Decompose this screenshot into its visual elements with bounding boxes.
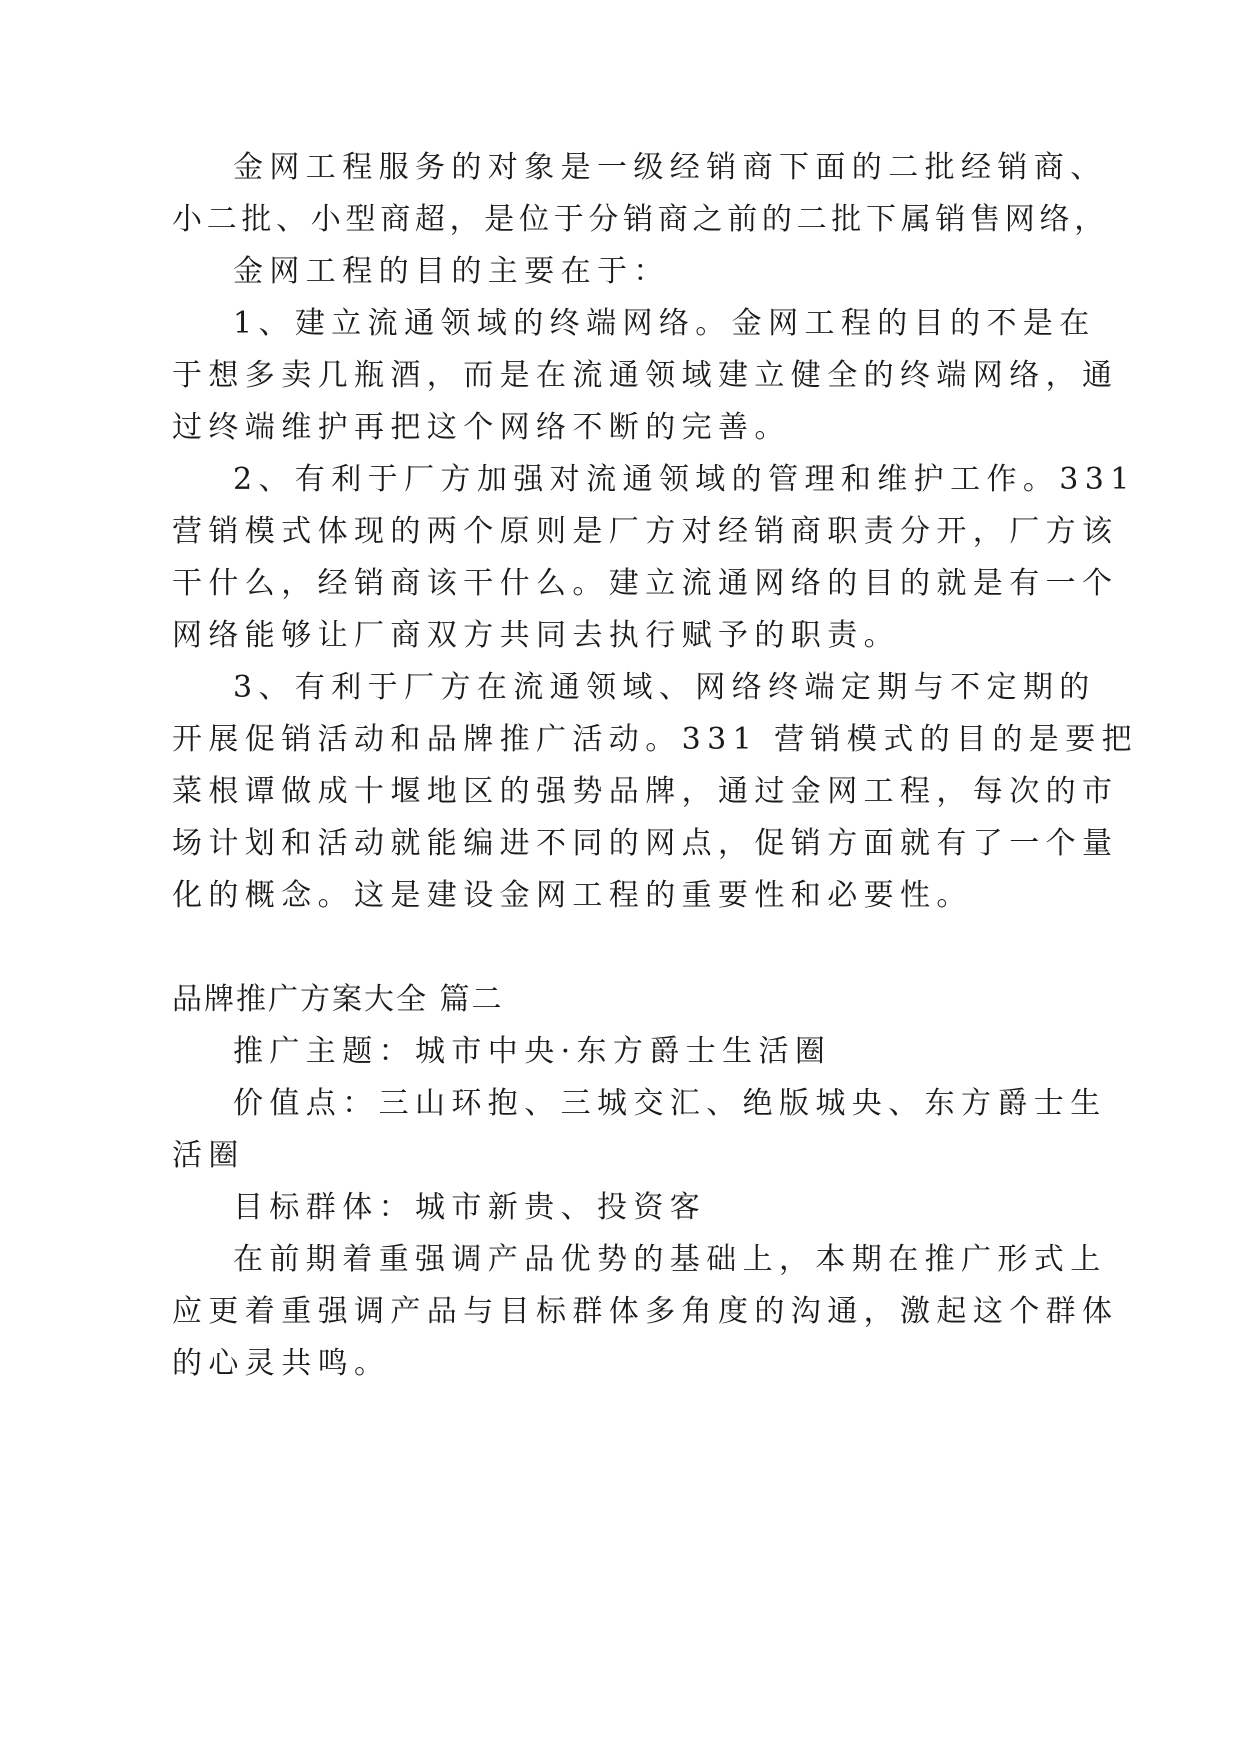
paragraph-line: 化的概念。这是建设金网工程的重要性和必要性。 [172, 878, 973, 913]
paragraph-line: 场计划和活动就能编进不同的网点，促销方面就有了一个量 [172, 826, 1119, 861]
section-heading: 品牌推广方案大全 篇二 [172, 982, 504, 1017]
paragraph-line: 3、有利于厂方在流通领域、网络终端定期与不定期的 [233, 670, 1096, 705]
paragraph-line: 应更着重强调产品与目标群体多角度的沟通，激起这个群体 [172, 1294, 1119, 1329]
paragraph-line: 2、有利于厂方加强对流通领域的管理和维护工作。331 [233, 462, 1136, 497]
paragraph-line: 小二批、小型商超，是位于分销商之前的二批下属销售网络， [172, 202, 1109, 237]
paragraph-line: 的心灵共鸣。 [172, 1346, 391, 1381]
paragraph-line: 价值点：三山环抱、三城交汇、绝版城央、东方爵士生 [233, 1086, 1107, 1121]
paragraph-line: 开展促销活动和品牌推广活动。331 营销模式的目的是要把 [172, 722, 1138, 757]
paragraph-line: 于想多卖几瓶酒，而是在流通领域建立健全的终端网络，通 [172, 358, 1119, 393]
paragraph-line: 金网工程服务的对象是一级经销商下面的二批经销商、 [233, 150, 1107, 185]
paragraph-line: 活圈 [172, 1138, 245, 1173]
paragraph-line: 1、建立流通领域的终端网络。金网工程的目的不是在 [233, 306, 1096, 341]
paragraph-line: 干什么，经销商该干什么。建立流通网络的目的就是有一个 [172, 566, 1119, 601]
paragraph-line: 推广主题：城市中央·东方爵士生活圈 [233, 1034, 832, 1069]
paragraph-line: 在前期着重强调产品优势的基础上，本期在推广形式上 [233, 1242, 1107, 1277]
paragraph-line: 过终端维护再把这个网络不断的完善。 [172, 410, 791, 445]
paragraph-line: 网络能够让厂商双方共同去执行赋予的职责。 [172, 618, 900, 653]
paragraph-line: 目标群体：城市新贵、投资客 [233, 1190, 707, 1225]
paragraph-line: 营销模式体现的两个原则是厂方对经销商职责分开，厂方该 [172, 514, 1119, 549]
paragraph-line: 金网工程的目的主要在于： [233, 254, 670, 289]
paragraph-line: 菜根谭做成十堰地区的强势品牌，通过金网工程，每次的市 [172, 774, 1119, 809]
